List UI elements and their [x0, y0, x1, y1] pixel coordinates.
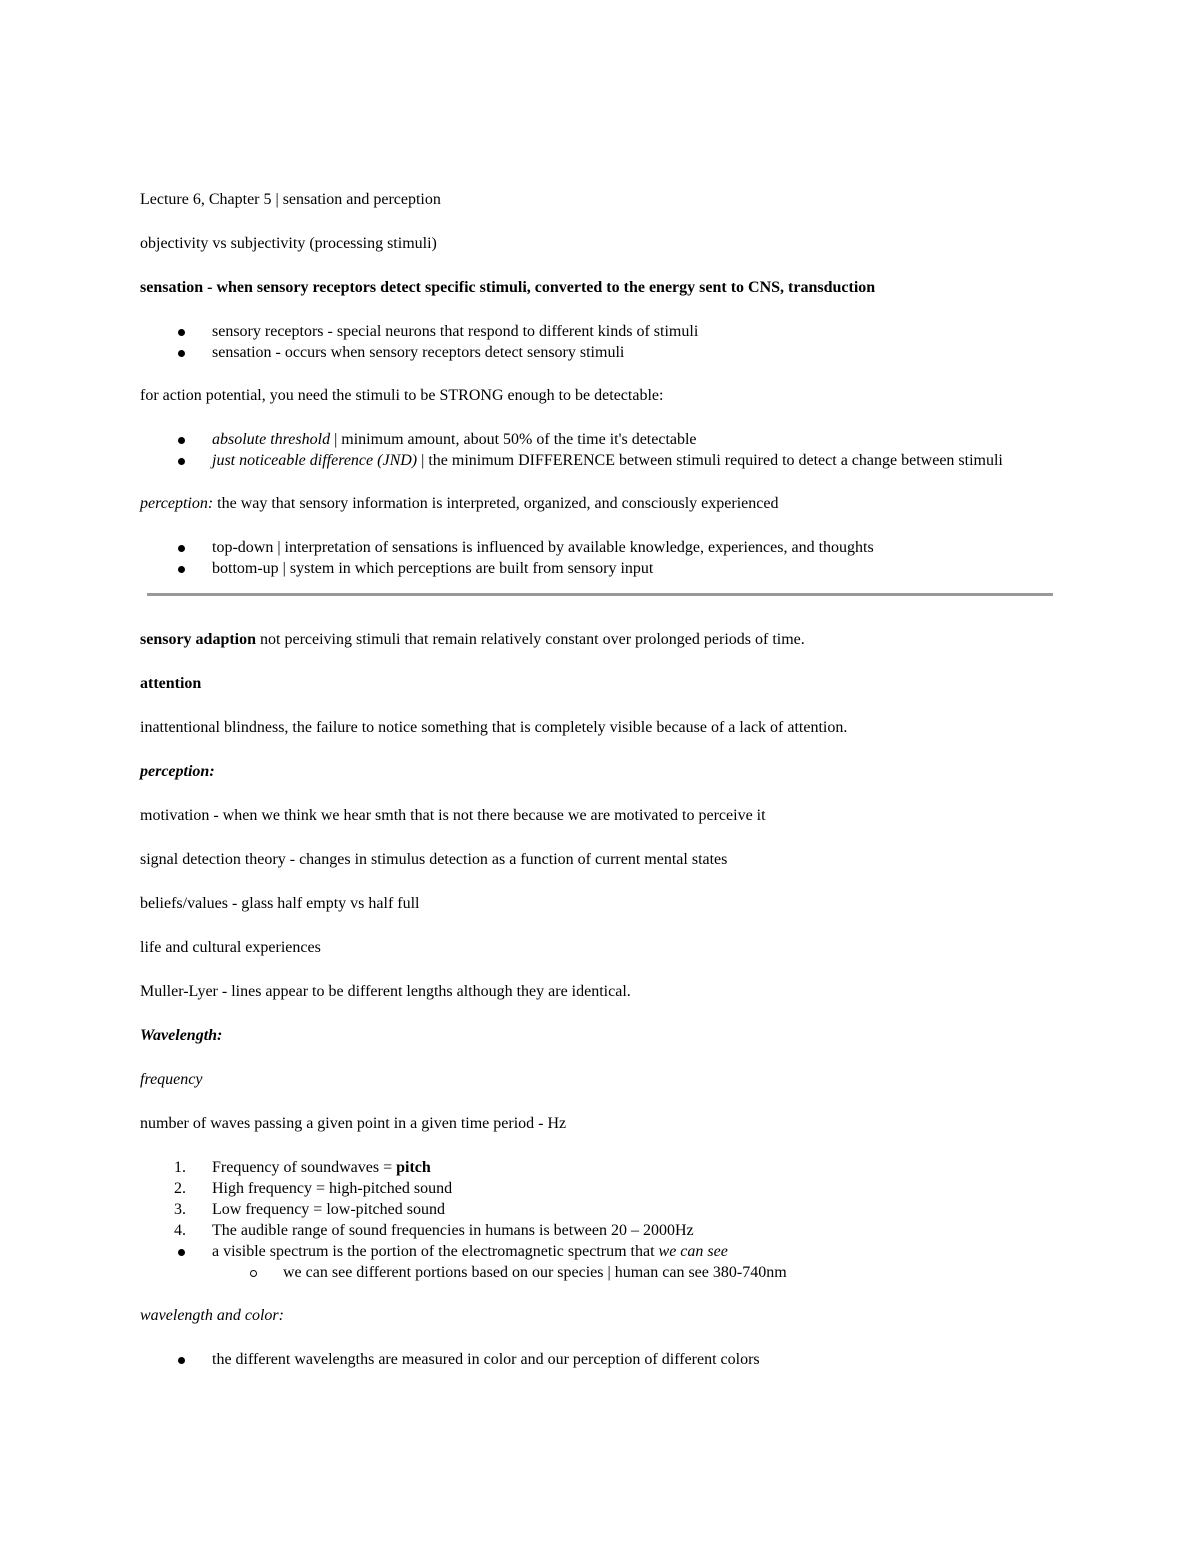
document-page	[140, 189, 1060, 1392]
horizontal-divider	[147, 593, 1053, 596]
attention-heading: attention	[140, 675, 202, 692]
frequency-definition: number of waves passing a given point in a given time period - Hz	[140, 1115, 567, 1132]
bullet-icon	[178, 437, 185, 444]
list-item: top-down | interpretation of sensations is influenced by available knowledge, experiences, and thoughts	[140, 537, 1060, 558]
bullet-icon	[178, 545, 185, 552]
perception-definition: perception: the way that sensory information is interpreted, organized, and consciously experienced	[140, 495, 779, 512]
list-item: sensation - occurs when sensory receptors detect sensory stimuli	[140, 342, 1060, 363]
list-item: 2. High frequency = high-pitched sound	[174, 1180, 453, 1197]
life-text: life and cultural experiences	[140, 939, 321, 956]
list-item: absolute threshold | minimum amount, about 50% of the time it's detectable	[140, 429, 1060, 450]
muller-lyer-text: Muller-Lyer - lines appear to be different lengths although they are identical.	[140, 983, 631, 1000]
perception-heading: perception:	[140, 763, 215, 780]
bullet-icon	[178, 329, 185, 336]
color-list	[140, 1349, 1060, 1370]
wavelength-heading: Wavelength:	[140, 1027, 223, 1044]
list-item: 3. Low frequency = low-pitched sound	[174, 1201, 445, 1218]
list-item: the different wavelengths are measured in color and our perception of different colors	[140, 1349, 1060, 1370]
sensation-definition: sensation - when sensory receptors detect specific stimuli, converted to the energy sent to CNS, transduction	[140, 279, 876, 296]
list-item: a visible spectrum is the portion of the electromagnetic spectrum that we can see	[140, 1241, 1060, 1262]
beliefs-text: beliefs/values - glass half empty vs half full	[140, 895, 420, 912]
list-item: bottom-up | system in which perceptions are built from sensory input	[140, 558, 1060, 579]
bullet-icon	[178, 458, 185, 465]
frequency-list	[140, 1157, 1060, 1283]
signal-detection-text: signal detection theory - changes in stimulus detection as a function of current mental states	[140, 851, 728, 868]
action-potential-text: for action potential, you need the stimuli to be STRONG enough to be detectable:	[140, 387, 664, 404]
circle-bullet-icon	[250, 1270, 257, 1277]
sensation-list	[140, 321, 1060, 363]
frequency-heading: frequency	[140, 1071, 203, 1088]
threshold-list	[140, 429, 1060, 471]
motivation-text: motivation - when we think we hear smth that is not there because we are motivated to perceive it	[140, 807, 766, 824]
bullet-icon	[178, 566, 185, 573]
subtitle: objectivity vs subjectivity (processing stimuli)	[140, 235, 437, 252]
bullet-icon	[178, 350, 185, 357]
list-item: just noticeable difference (JND) | the minimum DIFFERENCE between stimuli required to detect a change between stimuli	[140, 450, 1060, 471]
sensory-adaption-text: sensory adaption not perceiving stimuli that remain relatively constant over prolonged periods of time.	[140, 631, 805, 648]
bullet-icon	[178, 1249, 185, 1256]
bullet-icon	[178, 1357, 185, 1364]
document-title: Lecture 6, Chapter 5 | sensation and perception	[140, 191, 441, 208]
list-item: 1. Frequency of soundwaves = pitch	[174, 1159, 431, 1176]
list-item: sensory receptors - special neurons that respond to different kinds of stimuli	[140, 321, 1060, 342]
wavelength-color-heading: wavelength and color:	[140, 1307, 284, 1324]
list-item: we can see different portions based on our species | human can see 380-740nm	[140, 1262, 1060, 1283]
perception-list	[140, 537, 1060, 579]
inattentional-text: inattentional blindness, the failure to notice something that is completely visible because of a lack of attention.	[140, 719, 848, 736]
list-item: 4. The audible range of sound frequencies in humans is between 20 – 2000Hz	[174, 1222, 694, 1239]
